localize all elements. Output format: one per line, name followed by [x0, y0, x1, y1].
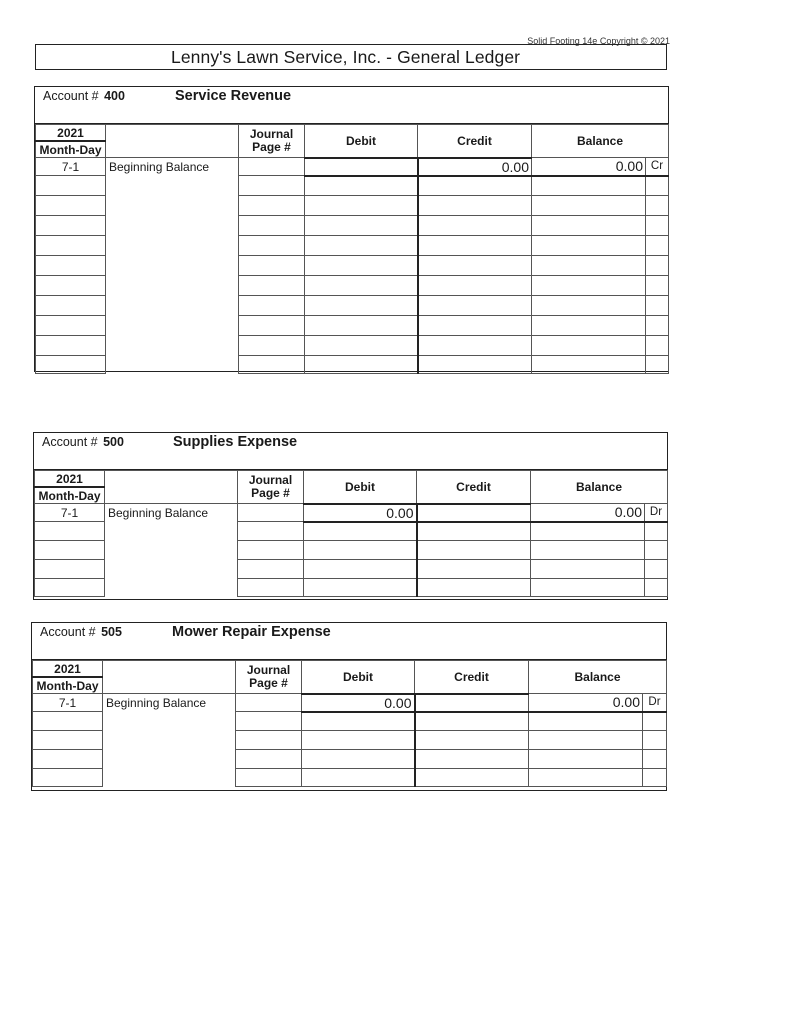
entry-balance: 0.00: [529, 694, 643, 712]
credit-header: Credit: [418, 125, 532, 158]
entry-journal-page: [238, 504, 304, 522]
entry-description: Beginning Balance: [106, 158, 239, 176]
table-row: [33, 712, 667, 731]
account-header: [35, 87, 668, 124]
table-row: [35, 504, 668, 522]
debit-header: Debit: [302, 661, 415, 694]
ledger-title-box: [35, 44, 667, 70]
entry-date: 7-1: [36, 158, 106, 176]
debit-header: Debit: [305, 125, 418, 158]
balance-header: Balance: [529, 661, 667, 694]
account-header: [32, 623, 666, 660]
account-number: 400: [104, 89, 125, 103]
table-row: [36, 176, 669, 196]
entry-debit: [305, 158, 418, 176]
description-header: [103, 661, 236, 694]
journal-page-header: Journal Page #: [239, 125, 305, 158]
balance-header: Balance: [531, 471, 668, 504]
account-number: 505: [101, 625, 122, 639]
account-number-label: Account # 505: [40, 625, 122, 639]
year-header: 2021: [36, 125, 106, 142]
credit-header: Credit: [417, 471, 531, 504]
entry-credit: 0.00: [418, 158, 532, 176]
entry-journal-page: [236, 694, 302, 712]
entry-description: Beginning Balance: [103, 694, 236, 712]
month-day-header: Month-Day: [36, 141, 106, 158]
table-row: [33, 694, 667, 712]
entry-balance: 0.00: [532, 158, 646, 176]
table-row: [35, 522, 668, 541]
account-name: Service Revenue: [175, 88, 292, 104]
description-header: [105, 471, 238, 504]
copyright-notice: Solid Footing 14e Copyright © 2021: [527, 36, 670, 46]
debit-header: Debit: [304, 471, 417, 504]
description-header: [106, 125, 239, 158]
entry-balance-side: Dr: [645, 504, 668, 522]
entry-date: 7-1: [35, 504, 105, 522]
entry-balance: 0.00: [531, 504, 645, 522]
journal-page-header: Journal Page #: [236, 661, 302, 694]
account-number-label: Account # 400: [43, 89, 125, 103]
entry-description: Beginning Balance: [105, 504, 238, 522]
entry-balance-side: Dr: [643, 694, 667, 712]
year-header: 2021: [35, 471, 105, 488]
month-day-header: Month-Day: [35, 487, 105, 504]
account-number: 500: [103, 435, 124, 449]
entry-journal-page: [239, 158, 305, 176]
year-header: 2021: [33, 661, 103, 678]
entry-credit: [417, 504, 531, 522]
credit-header: Credit: [415, 661, 529, 694]
ledger-table: [35, 124, 669, 374]
entry-debit: 0.00: [304, 504, 417, 522]
ledger-title: Lenny's Lawn Service, Inc. - General Ledger: [171, 47, 521, 67]
account-400-ledger: [34, 86, 669, 372]
account-name: Supplies Expense: [173, 434, 298, 450]
entry-credit: [415, 694, 529, 712]
ledger-table: [32, 660, 667, 787]
entry-date: 7-1: [33, 694, 103, 712]
entry-balance-side: Cr: [646, 158, 669, 176]
table-row: [36, 158, 669, 176]
account-name: Mower Repair Expense: [172, 624, 331, 640]
account-500-ledger: [33, 432, 668, 600]
account-header: [34, 433, 667, 470]
journal-page-header: Journal Page #: [238, 471, 304, 504]
month-day-header: Month-Day: [33, 677, 103, 694]
balance-header: Balance: [532, 125, 669, 158]
account-505-ledger: [31, 622, 667, 791]
ledger-table: [34, 470, 668, 597]
entry-debit: 0.00: [302, 694, 415, 712]
account-number-label: Account # 500: [42, 435, 124, 449]
